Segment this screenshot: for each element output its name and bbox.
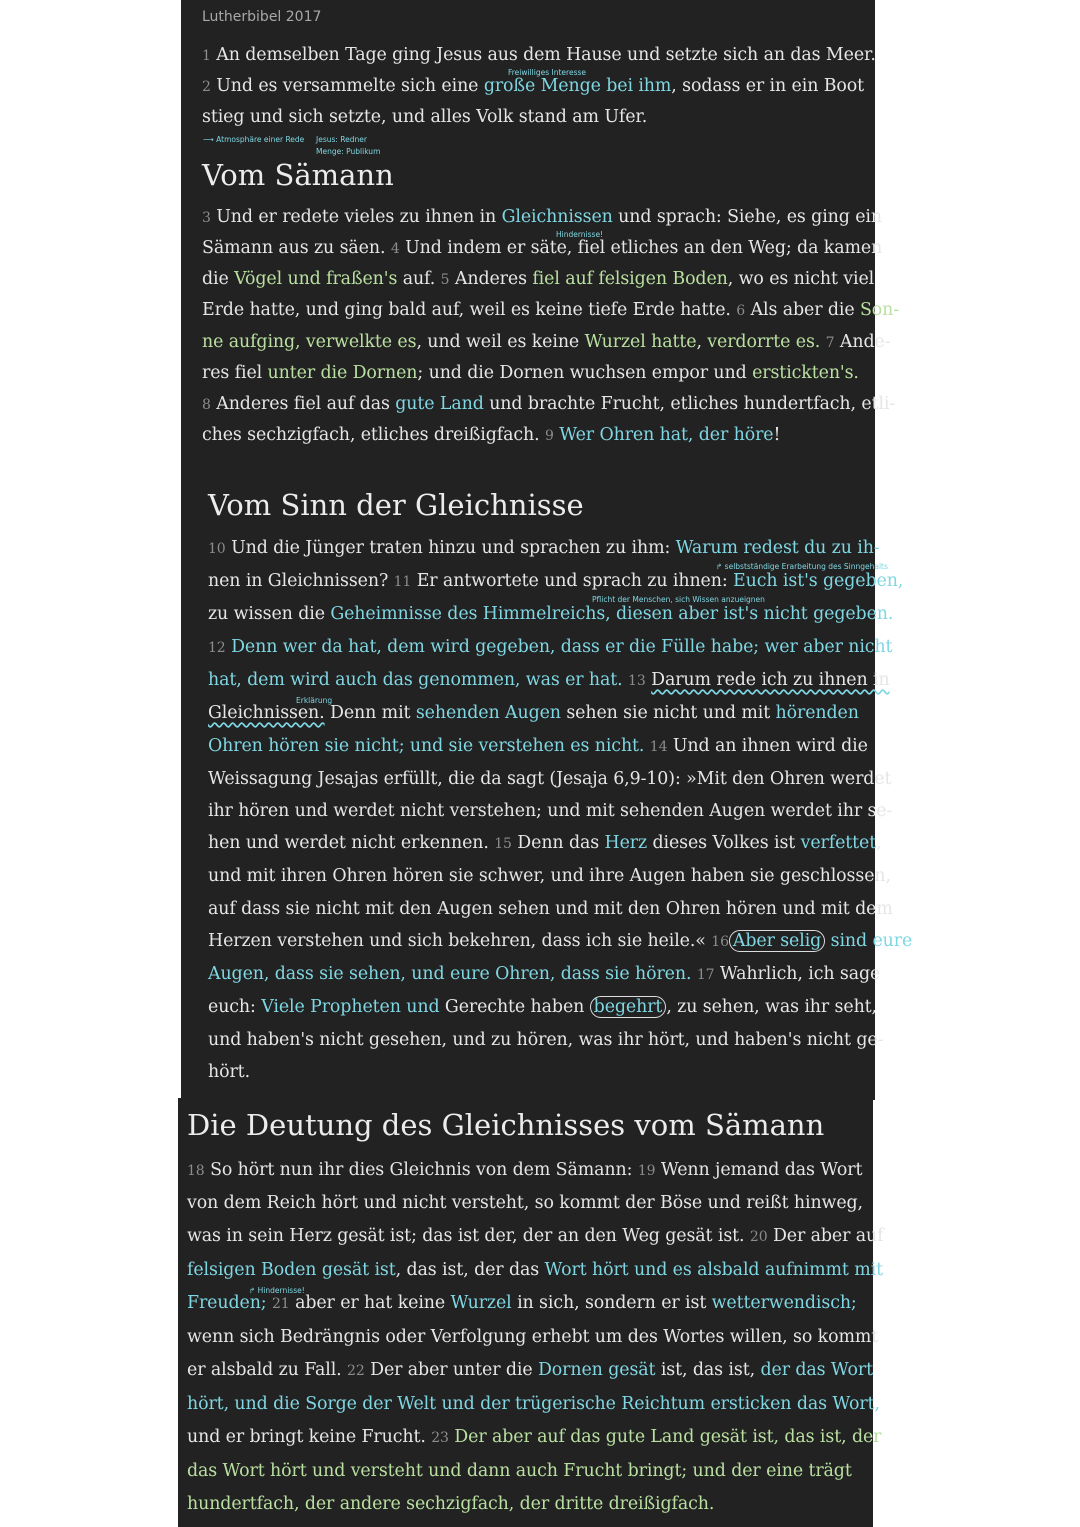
highlight: Herz xyxy=(604,833,648,853)
section-heading: Vom Sinn der Gleichnisse xyxy=(208,488,584,522)
verse-number: 11 xyxy=(393,574,412,590)
verse-number: 17 xyxy=(696,967,715,983)
circled-annotation: begehrt xyxy=(590,996,667,1018)
highlight: Wer Ohren hat xyxy=(559,425,688,445)
text-line xyxy=(187,1461,852,1481)
text-line: Gleichnissen. Denn mit sehenden Augen sehen sie nicht und mit hörenden xyxy=(208,703,859,723)
margin-note: Freiwilliges Interesse xyxy=(508,68,587,77)
text-line: ches sechzigfach, etliches dreißigfach. 9 Wer Ohren hat, der höre! xyxy=(202,425,781,445)
verse-number: 23 xyxy=(431,1430,449,1446)
highlight: erstickten's. xyxy=(752,363,859,383)
highlight: gute Land xyxy=(395,394,490,414)
text-line: stieg und sich setzte, und alles Volk stand am Ufer. xyxy=(202,107,648,127)
text-line: Herzen verstehen und sich bekehren, dass ich sie heile.« 16 Aber selig sind eure xyxy=(208,931,913,951)
highlight: ne aufging, verwelkte es xyxy=(202,332,417,352)
margin-note: Jesus: Redner xyxy=(316,135,368,144)
margin-note: Hindernisse! xyxy=(556,230,604,239)
highlight: hört, und die Sorge der Welt und der trügerische Reichtum ersticken das Wort, xyxy=(187,1394,880,1414)
margin-note: Erklärung xyxy=(296,696,333,705)
text-line: Augen, dass sie sehen, und eure Ohren, dass sie hören. 17 Wahrlich, ich sage xyxy=(208,964,881,984)
verse-number: 19 xyxy=(637,1163,656,1179)
section-heading: Die Deutung des Gleichnisses vom Sämann xyxy=(187,1108,825,1142)
text-line: von dem Reich hört und nicht versteht, so kommt der Böse und reißt hinweg, xyxy=(187,1193,863,1213)
verse-number: 9 xyxy=(545,428,554,444)
highlight: Wurzel xyxy=(450,1293,512,1313)
text-line xyxy=(208,637,892,657)
highlight: verdorrte es. xyxy=(707,332,821,352)
circled-annotation: Aber selig xyxy=(729,930,825,952)
text-line: und mit ihren Ohren hören sie schwer, und ihre Augen haben sie geschlossen, xyxy=(208,866,891,886)
highlight: felsigen Boden gesät ist xyxy=(187,1260,396,1280)
margin-note: Menge: Publikum xyxy=(316,147,381,156)
verse-number: 10 xyxy=(208,541,226,557)
text-line: ne aufging, verwelkte es, und weil es keine Wurzel hatte, verdorrte es. 7 Ande- xyxy=(202,332,891,352)
verse-number: 22 xyxy=(347,1363,365,1379)
text-line: 2 Und es versammelte sich eine große Menge bei ihm, sodass er in ein Boot xyxy=(202,76,865,96)
highlight: Denn wer da hat, dem wird gegeben, dass er die Fülle habe; wer aber nicht xyxy=(231,637,893,657)
highlight: Augen, dass sie sehen, und eure Ohren, dass sie hören. xyxy=(208,964,692,984)
text-line: hört. xyxy=(208,1062,251,1082)
text-line: hen und werdet nicht erkennen. 15 Denn das Herz dieses Volkes ist verfettet, xyxy=(208,833,882,853)
highlight: Freuden; xyxy=(187,1293,267,1313)
highlight: Vögel und fraßen's xyxy=(234,269,398,289)
margin-note: ⟶ Atmosphäre einer Rede xyxy=(203,135,305,144)
highlight: Geheimnisse des Himmelreichs, diesen aber ist's nicht gegeben. xyxy=(330,604,894,624)
text-line: die Vögel und fraßen's auf. 5 Anderes fiel auf felsigen Boden, wo es nicht viel xyxy=(202,269,875,289)
verse-number: 8 xyxy=(202,397,211,413)
text-line: auf dass sie nicht mit den Augen sehen und mit den Ohren hören und mit dem xyxy=(208,899,893,919)
text-line: zu wissen die Geheimnisse des Himmelreichs, diesen aber ist's nicht gegeben. xyxy=(208,604,894,624)
verse-number: 4 xyxy=(390,241,400,257)
verse-number: 20 xyxy=(749,1229,768,1245)
verse-number: 21 xyxy=(272,1296,290,1312)
text-line: Freuden; 21 aber er hat keine Wurzel in sich, sondern er ist wetterwendisch; xyxy=(187,1293,857,1313)
highlight: große Menge bei ihm xyxy=(483,76,672,96)
highlight: Son- xyxy=(859,300,900,320)
verse-number: 18 xyxy=(187,1163,205,1179)
highlight: unter die Dornen xyxy=(267,363,418,383)
highlight: sind eure xyxy=(825,931,913,951)
verse-number: 15 xyxy=(494,836,512,852)
text-line: euch: Viele Propheten und Gerechte haben begehrt , zu sehen, was ihr seht, xyxy=(208,997,877,1017)
app-title: Lutherbibel 2017 xyxy=(202,9,322,25)
highlight: , der höre xyxy=(687,425,774,445)
highlight: hörenden xyxy=(775,703,859,723)
text-line: nen in Gleichnissen? 11 Er antwortete und sprach zu ihnen: Euch ist's gegeben, xyxy=(208,571,904,591)
margin-note: Pflicht der Menschen, sich Wissen anzueignen xyxy=(592,595,765,604)
highlight: das Wort hört und versteht und dann auch Frucht bringt; und der eine trägt xyxy=(187,1461,852,1481)
highlight: verfettet xyxy=(800,833,877,853)
text-line xyxy=(208,670,890,690)
verse-number: 14 xyxy=(649,739,668,755)
highlight: Viele Propheten und xyxy=(261,997,440,1017)
verse-number: 12 xyxy=(208,640,226,656)
verse-number: 5 xyxy=(440,272,450,288)
highlight: Ohren hören sie nicht; und sie verstehen es nicht. xyxy=(208,736,650,756)
verse-number: 3 xyxy=(202,210,211,226)
highlight: Der aber auf das gute Land gesät ist, das ist, der xyxy=(454,1427,882,1447)
verse-number: 16 xyxy=(711,934,729,950)
section-heading: Vom Sämann xyxy=(202,158,394,192)
text-line: und er bringt keine Frucht. 23 Der aber auf das gute Land gesät ist, das ist, der xyxy=(187,1427,882,1447)
text-line xyxy=(187,1394,880,1414)
highlight: hundertfach, der andere sechzigfach, der dritte dreißigfach. xyxy=(187,1494,715,1514)
text-line: Sämann aus zu säen. 4 Und indem er säte, fiel etliches an den Weg; da kamen xyxy=(202,238,883,258)
underline-annotation: Gleichnissen. xyxy=(208,703,325,723)
text-line: res fiel unter die Dornen; und die Dornen wuchsen empor und erstickten's. xyxy=(202,363,859,383)
verse-number: 1 xyxy=(202,48,211,64)
highlight: hat, dem wird auch das genommen, was er hat. xyxy=(208,670,629,690)
text-line: 8 Anderes fiel auf das gute Land und brachte Frucht, etliches hundertfach, etli- xyxy=(202,394,896,414)
text-line: ihr hören und werdet nicht verstehen; und mit sehenden Augen werdet ihr se- xyxy=(208,801,893,821)
text-line: Weissagung Jesajas erfüllt, die da sagt (Jesaja 6,9-10): »Mit den Ohren werdet xyxy=(208,769,892,789)
text-line: felsigen Boden gesät ist, das ist, der das Wort hört und es alsbald aufnimmt mit xyxy=(187,1260,883,1280)
highlight: Gleichnissen xyxy=(501,207,613,227)
highlight: Euch ist's gegeben, xyxy=(733,571,904,591)
verse-number: 2 xyxy=(202,79,211,95)
margin-note: ↱ Hindernisse! xyxy=(249,1286,305,1295)
highlight: wetterwendisch; xyxy=(711,1293,857,1313)
verse-number: 6 xyxy=(736,303,746,319)
text-line: Erde hatte, und ging bald auf, weil es keine tiefe Erde hatte. 6 Als aber die Son- xyxy=(202,300,900,320)
text-line xyxy=(187,1494,714,1514)
highlight: fiel auf felsigen Boden xyxy=(532,269,728,289)
text-line: wenn sich Bedrängnis oder Verfolgung erhebt um des Wortes willen, so kommt xyxy=(187,1327,879,1347)
highlight: Warum redest du zu ih- xyxy=(675,538,880,558)
verse-number: 13 xyxy=(628,673,646,689)
highlight: sehenden Augen xyxy=(415,703,561,723)
text-line: und haben's nicht gesehen, und zu hören, was ihr hört, und haben's nicht ge- xyxy=(208,1030,884,1050)
highlight: Dornen gesät xyxy=(537,1360,656,1380)
text-line: 3 Und er redete vieles zu ihnen in Gleichnissen und sprach: Siehe, es ging ein xyxy=(202,207,882,227)
text-line: 10 Und die Jünger traten hinzu und sprachen zu ihm: Warum redest du zu ih- xyxy=(208,538,880,558)
text-line: er alsbald zu Fall. 22 Der aber unter die Dornen gesät ist, das ist, der das Wort xyxy=(187,1360,873,1380)
text-line: was in sein Herz gesät ist; das ist der, der an den Weg gesät ist. 20 Der aber auf xyxy=(187,1226,884,1246)
verse-number: 7 xyxy=(825,335,835,351)
margin-note: ↱ selbstständige Erarbeitung des Sinngehalts xyxy=(716,562,888,571)
underline-annotation: Darum rede ich zu ihnen in xyxy=(651,670,890,690)
text-line: 18 So hört nun ihr dies Gleichnis von dem Sämann: 19 Wenn jemand das Wort xyxy=(187,1160,863,1180)
highlight: der das Wort xyxy=(760,1360,873,1380)
text-line: 1 An demselben Tage ging Jesus aus dem Hause und setzte sich an das Meer. xyxy=(202,45,876,65)
text-line: Ohren hören sie nicht; und sie verstehen es nicht. 14 Und an ihnen wird die xyxy=(208,736,868,756)
highlight: Wurzel hatte xyxy=(584,332,697,352)
highlight: Wort hört und es alsbald aufnimmt mit xyxy=(544,1260,883,1280)
